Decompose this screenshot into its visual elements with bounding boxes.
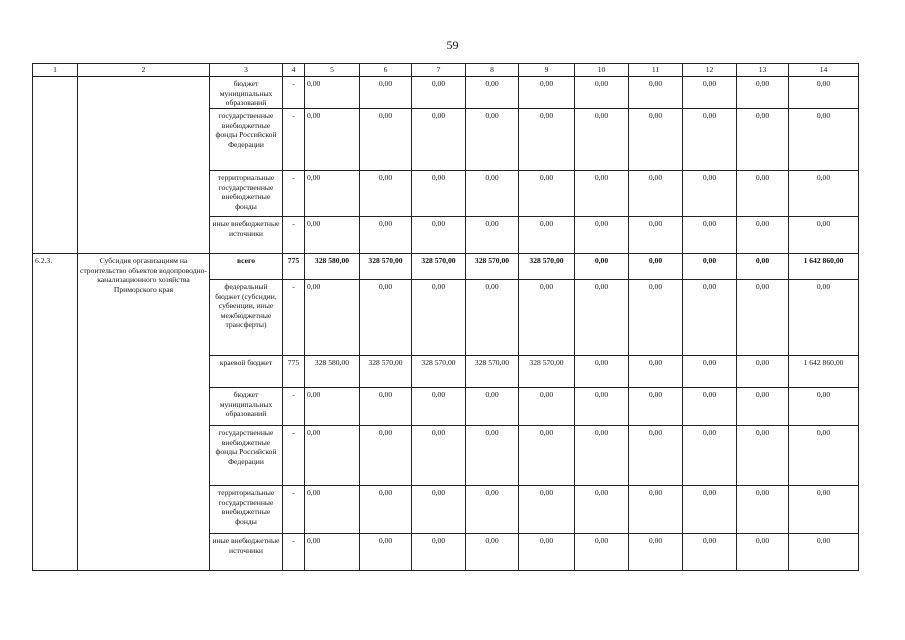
code-cell: -	[283, 109, 305, 171]
column-header: 5	[305, 64, 360, 77]
value-cell: 0,00	[360, 171, 412, 217]
value-cell: 328 570,00	[466, 254, 519, 280]
value-cell: 0,00	[466, 217, 519, 254]
value-cell: 0,00	[412, 486, 466, 534]
column-header: 1	[33, 64, 78, 77]
value-cell: 328 570,00	[360, 254, 412, 280]
value-cell: 0,00	[519, 534, 575, 571]
value-cell: 0,00	[305, 534, 360, 571]
value-cell: 1 642 860,00	[789, 254, 859, 280]
value-cell: 0,00	[789, 280, 859, 356]
value-cell: 0,00	[683, 109, 737, 171]
column-header: 11	[629, 64, 683, 77]
value-cell: 0,00	[629, 426, 683, 486]
value-cell: 0,00	[360, 486, 412, 534]
funding-source: государственные внебюджетные фонды Российской Федерации	[210, 109, 283, 171]
value-cell: 0,00	[629, 171, 683, 217]
value-cell: 328 570,00	[412, 254, 466, 280]
value-cell: 0,00	[683, 217, 737, 254]
code-cell: -	[283, 388, 305, 426]
value-cell: 0,00	[305, 486, 360, 534]
funding-source: федеральный бюджет (субсидии, субвенции, иные межбюджетные трансферты)	[210, 280, 283, 356]
value-cell: 0,00	[737, 109, 789, 171]
value-cell: 0,00	[466, 280, 519, 356]
item-name: Субсидия организациям на строительство объектов водопроводно-канализационного хозяйства Приморского края	[78, 254, 210, 571]
value-cell: 0,00	[737, 77, 789, 109]
value-cell: 0,00	[575, 486, 629, 534]
budget-table	[32, 63, 859, 571]
item-number: 6.2.3.	[33, 254, 78, 571]
value-cell: 328 570,00	[466, 356, 519, 388]
value-cell: 0,00	[683, 388, 737, 426]
value-cell: 0,00	[683, 534, 737, 571]
value-cell: 0,00	[519, 77, 575, 109]
value-cell: 0,00	[575, 254, 629, 280]
value-cell: 0,00	[519, 280, 575, 356]
value-cell: 0,00	[575, 217, 629, 254]
column-header: 9	[519, 64, 575, 77]
funding-source: бюджет муниципальных образований	[210, 77, 283, 109]
value-cell: 0,00	[305, 280, 360, 356]
value-cell: 0,00	[360, 534, 412, 571]
value-cell: 0,00	[789, 486, 859, 534]
value-cell: 0,00	[789, 109, 859, 171]
value-cell: 0,00	[519, 171, 575, 217]
value-cell: 0,00	[466, 426, 519, 486]
value-cell: 0,00	[305, 109, 360, 171]
column-header: 12	[683, 64, 737, 77]
value-cell: 0,00	[305, 77, 360, 109]
value-cell: 0,00	[789, 534, 859, 571]
value-cell: 0,00	[412, 77, 466, 109]
value-cell: 0,00	[466, 171, 519, 217]
column-header: 10	[575, 64, 629, 77]
value-cell: 0,00	[629, 280, 683, 356]
value-cell: 0,00	[737, 217, 789, 254]
value-cell: 0,00	[683, 171, 737, 217]
funding-source: иные внебюджетные источники	[210, 217, 283, 254]
code-cell: -	[283, 426, 305, 486]
value-cell: 0,00	[360, 388, 412, 426]
value-cell: 0,00	[789, 217, 859, 254]
value-cell: 0,00	[466, 77, 519, 109]
value-cell: 0,00	[629, 217, 683, 254]
value-cell: 1 642 860,00	[789, 356, 859, 388]
value-cell: 328 570,00	[412, 356, 466, 388]
value-cell: 0,00	[683, 280, 737, 356]
code-cell: -	[283, 171, 305, 217]
value-cell: 0,00	[360, 217, 412, 254]
code-cell: -	[283, 217, 305, 254]
table-row	[33, 77, 859, 109]
value-cell: 0,00	[360, 280, 412, 356]
funding-source: бюджет муниципальных образований	[210, 388, 283, 426]
code-cell: -	[283, 280, 305, 356]
value-cell: 0,00	[466, 486, 519, 534]
value-cell: 0,00	[575, 388, 629, 426]
column-header: 4	[283, 64, 305, 77]
value-cell: 0,00	[412, 217, 466, 254]
value-cell: 0,00	[412, 388, 466, 426]
value-cell: 0,00	[789, 426, 859, 486]
value-cell: 0,00	[737, 280, 789, 356]
code-cell: -	[283, 534, 305, 571]
value-cell: 0,00	[683, 254, 737, 280]
value-cell: 0,00	[575, 109, 629, 171]
value-cell: 0,00	[412, 171, 466, 217]
code-cell: -	[283, 77, 305, 109]
item-name-cell	[78, 77, 210, 254]
funding-source: краевой бюджет	[210, 356, 283, 388]
value-cell: 0,00	[683, 486, 737, 534]
value-cell: 0,00	[737, 356, 789, 388]
value-cell: 0,00	[737, 171, 789, 217]
value-cell: 0,00	[305, 388, 360, 426]
value-cell: 0,00	[412, 426, 466, 486]
value-cell: 0,00	[519, 388, 575, 426]
value-cell: 0,00	[575, 356, 629, 388]
value-cell: 0,00	[737, 534, 789, 571]
value-cell: 0,00	[466, 109, 519, 171]
value-cell: 0,00	[683, 77, 737, 109]
value-cell: 0,00	[412, 109, 466, 171]
value-cell: 0,00	[629, 388, 683, 426]
value-cell: 0,00	[575, 171, 629, 217]
value-cell: 0,00	[737, 486, 789, 534]
value-cell: 0,00	[519, 217, 575, 254]
column-number-header-row	[33, 64, 859, 77]
value-cell: 0,00	[360, 426, 412, 486]
value-cell: 0,00	[305, 171, 360, 217]
value-cell: 0,00	[683, 356, 737, 388]
code-cell: -	[283, 486, 305, 534]
value-cell: 0,00	[466, 388, 519, 426]
value-cell: 0,00	[629, 254, 683, 280]
value-cell: 0,00	[789, 77, 859, 109]
funding-source: территориальные государственные внебюджетные фонды	[210, 486, 283, 534]
funding-source: всего	[210, 254, 283, 280]
value-cell: 0,00	[683, 426, 737, 486]
value-cell: 0,00	[737, 388, 789, 426]
item-number-cell	[33, 77, 78, 254]
value-cell: 0,00	[629, 486, 683, 534]
value-cell: 328 570,00	[360, 356, 412, 388]
value-cell: 0,00	[737, 254, 789, 280]
column-header: 14	[789, 64, 859, 77]
value-cell: 0,00	[466, 534, 519, 571]
value-cell: 328 570,00	[519, 254, 575, 280]
value-cell: 0,00	[575, 534, 629, 571]
column-header: 8	[466, 64, 519, 77]
value-cell: 328 570,00	[519, 356, 575, 388]
value-cell: 0,00	[360, 77, 412, 109]
value-cell: 328 580,00	[305, 356, 360, 388]
value-cell: 0,00	[519, 109, 575, 171]
value-cell: 0,00	[412, 280, 466, 356]
column-header: 13	[737, 64, 789, 77]
value-cell: 328 580,00	[305, 254, 360, 280]
value-cell: 0,00	[575, 77, 629, 109]
value-cell: 0,00	[305, 426, 360, 486]
value-cell: 0,00	[629, 77, 683, 109]
funding-source: иные внебюджетные источники	[210, 534, 283, 571]
code-cell: 775	[283, 254, 305, 280]
page-number: 59	[446, 38, 459, 52]
value-cell: 0,00	[789, 388, 859, 426]
value-cell: 0,00	[305, 217, 360, 254]
column-header: 7	[412, 64, 466, 77]
value-cell: 0,00	[412, 534, 466, 571]
value-cell: 0,00	[575, 280, 629, 356]
value-cell: 0,00	[519, 486, 575, 534]
table-row-total	[33, 254, 859, 280]
value-cell: 0,00	[629, 109, 683, 171]
column-header: 2	[78, 64, 210, 77]
column-header: 3	[210, 64, 283, 77]
value-cell: 0,00	[789, 171, 859, 217]
value-cell: 0,00	[737, 426, 789, 486]
code-cell: 775	[283, 356, 305, 388]
value-cell: 0,00	[519, 426, 575, 486]
value-cell: 0,00	[360, 109, 412, 171]
value-cell: 0,00	[629, 534, 683, 571]
column-header: 6	[360, 64, 412, 77]
funding-source: государственные внебюджетные фонды Российской Федерации	[210, 426, 283, 486]
value-cell: 0,00	[629, 356, 683, 388]
funding-source: территориальные государственные внебюджетные фонды	[210, 171, 283, 217]
value-cell: 0,00	[575, 426, 629, 486]
